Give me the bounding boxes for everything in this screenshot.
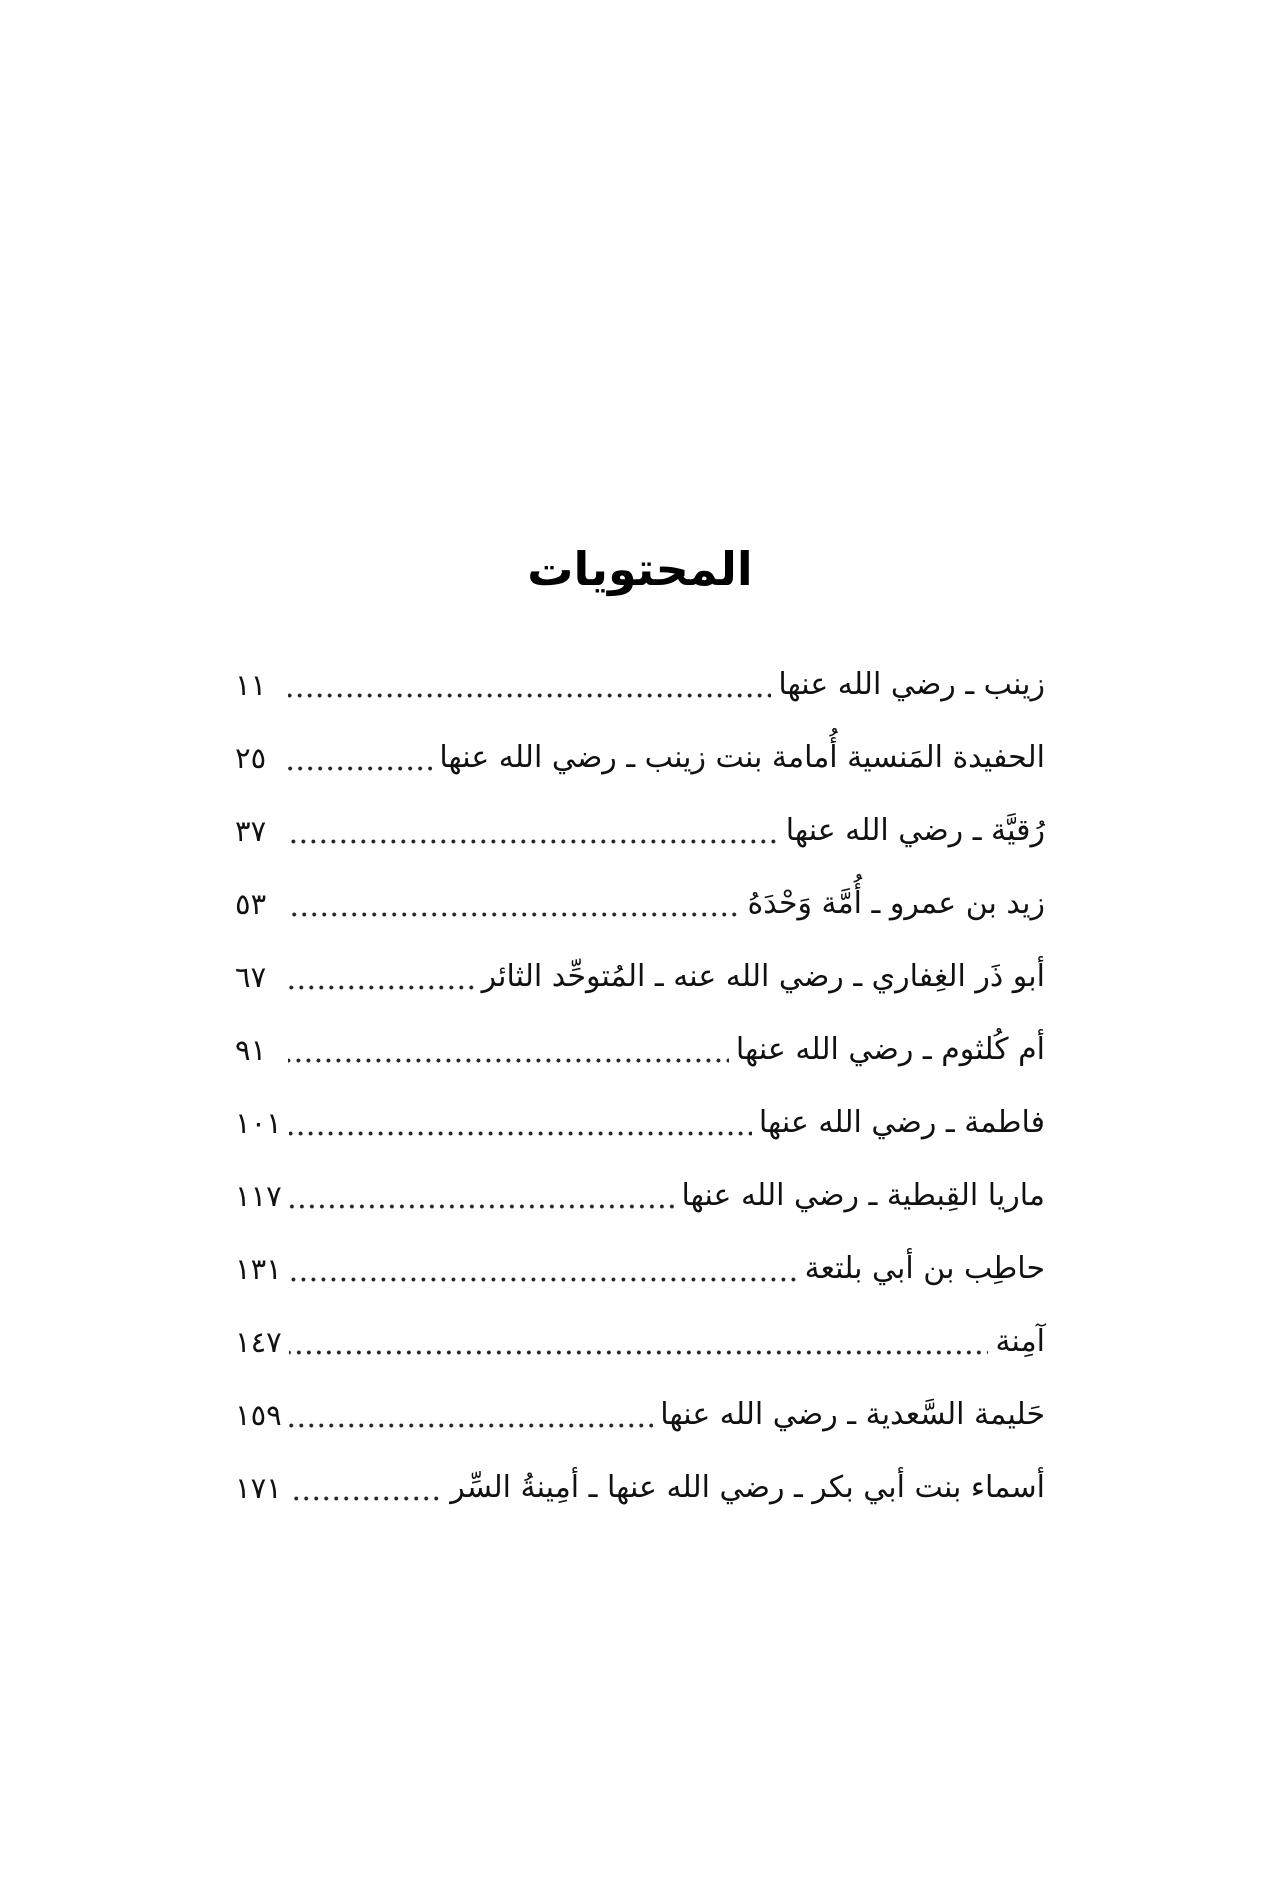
toc-entry-title: أم كُلثوم ـ رضي الله عنها <box>735 1031 1045 1067</box>
toc-dot-leader <box>289 1423 654 1428</box>
toc-entry <box>235 1159 1045 1232</box>
toc-entry-title: حَليمة السَّعدية ـ رضي الله عنها <box>660 1396 1045 1432</box>
toc-dot-leader <box>289 1496 443 1501</box>
toc-entry-title: الحفيدة المَنسية أُمامة بنت زينب ـ رضي الله عنها <box>439 739 1045 775</box>
toc-entry-title: ماريا القِبطية ـ رضي الله عنها <box>681 1177 1045 1213</box>
toc-entry-title: أبو ذَر الغِفاري ـ رضي الله عنه ـ المُتوحِّد الثائر <box>481 958 1045 994</box>
toc-entry <box>235 1378 1045 1451</box>
toc-entry-page-number: ١١ <box>235 667 267 702</box>
toc-entry-page-number: ١٧١ <box>235 1470 282 1505</box>
toc-dot-leader <box>288 766 432 771</box>
toc-dot-leader <box>288 693 771 698</box>
toc-list <box>235 648 1045 1524</box>
toc-entry-page-number: ٦٧ <box>235 959 267 994</box>
contents-page-title: المحتويات <box>527 542 753 596</box>
toc-entry <box>235 648 1045 721</box>
toc-content <box>235 0 1045 1524</box>
toc-dot-leader <box>289 1277 798 1282</box>
toc-entry-title: زيد بن عمرو ـ أُمَّة وَحْدَهُ <box>747 885 1045 921</box>
toc-entry-title: زينب ـ رضي الله عنها <box>778 666 1045 702</box>
toc-entry <box>235 1232 1045 1305</box>
toc-entry-page-number: ٩١ <box>235 1032 267 1067</box>
toc-entry <box>235 867 1045 940</box>
toc-dot-leader <box>289 1131 752 1136</box>
toc-entry-page-number: ١١٧ <box>235 1178 282 1213</box>
toc-entry-page-number: ١٤٧ <box>235 1324 282 1359</box>
toc-dot-leader <box>288 839 779 844</box>
toc-entry-title: فاطمة ـ رضي الله عنها <box>758 1104 1045 1140</box>
toc-entry <box>235 794 1045 867</box>
toc-entry-title: رُقيَّة ـ رضي الله عنها <box>785 812 1045 848</box>
toc-entry-page-number: ٥٣ <box>235 886 267 921</box>
toc-entry-page-number: ١٠١ <box>235 1105 282 1140</box>
toc-dot-leader <box>289 1350 989 1355</box>
toc-entry <box>235 1013 1045 1086</box>
toc-entry <box>235 1086 1045 1159</box>
toc-entry <box>235 940 1045 1013</box>
toc-entry-page-number: ١٣١ <box>235 1251 282 1286</box>
toc-entry-page-number: ١٥٩ <box>235 1397 282 1432</box>
toc-entry-page-number: ٢٥ <box>235 740 267 775</box>
toc-entry <box>235 721 1045 794</box>
toc-dot-leader <box>288 912 740 917</box>
toc-entry-title: آمِنة <box>995 1323 1045 1359</box>
toc-dot-leader <box>288 1058 729 1063</box>
toc-entry <box>235 1305 1045 1378</box>
toc-entry-title: أسماء بنت أبي بكر ـ رضي الله عنها ـ أمِينةُ السِّر <box>450 1469 1045 1505</box>
toc-dot-leader <box>289 1204 675 1209</box>
toc-dot-leader <box>288 985 475 990</box>
toc-entry-page-number: ٣٧ <box>235 813 267 848</box>
toc-entry <box>235 1451 1045 1524</box>
toc-entry-title: حاطِب بن أبي بلتعة <box>804 1250 1045 1286</box>
